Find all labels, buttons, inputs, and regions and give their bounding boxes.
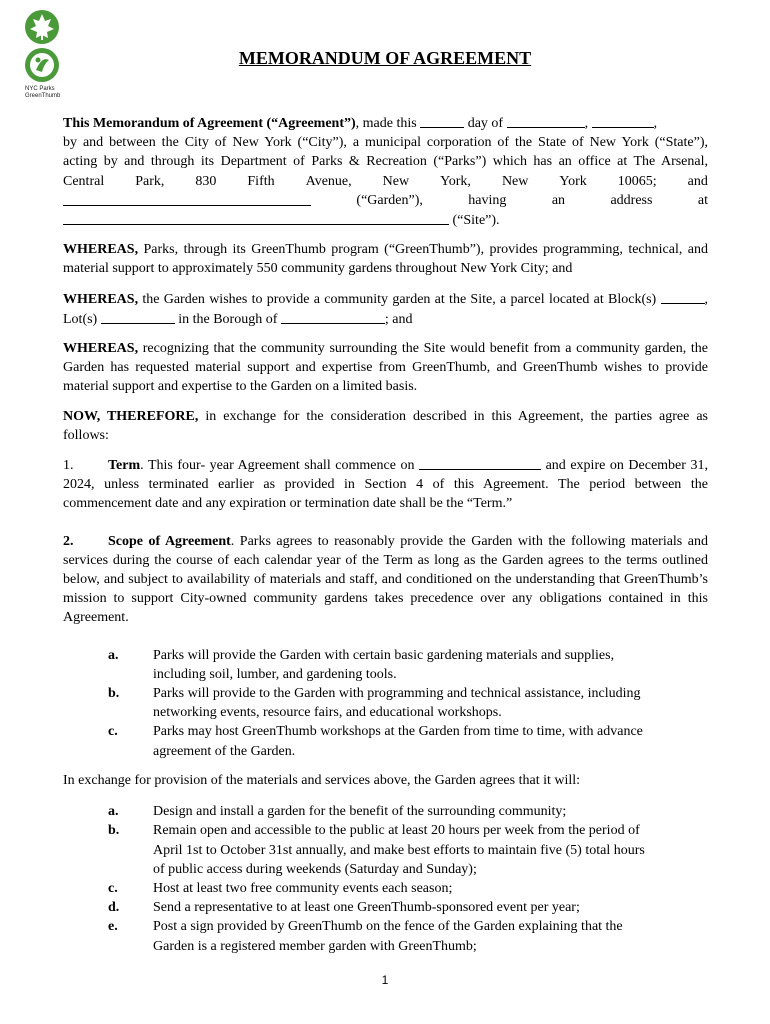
- intro-word: at: [697, 192, 708, 208]
- intro-text: (“Site”).: [449, 213, 500, 229]
- list-text: Post a sign provided by GreenThumb on the fence of the Garden explaining that the Garden is a registered member garden with GreenThumb;: [153, 919, 623, 954]
- now-therefore-text: in exchange for the consideration described in this Agreement, the parties agree as follows:: [63, 408, 708, 443]
- list-item: [63, 722, 708, 760]
- intro-word: Avenue,: [305, 173, 352, 189]
- intro-line-5: [63, 191, 708, 210]
- section-1-term: [63, 455, 708, 514]
- exchange-intro: In exchange for provision of the materials and services above, the Garden agrees that it will:: [63, 772, 581, 788]
- logo-text-greenthumb: GreenThumb: [25, 93, 61, 99]
- intro-word: (“Garden”),: [356, 192, 423, 208]
- leaf-logo-icon: [22, 8, 62, 86]
- intro-paragraph: [63, 113, 708, 230]
- intro-line-1: [63, 113, 708, 133]
- intro-word: and: [687, 173, 708, 189]
- parks-obligations-list: [63, 646, 708, 761]
- list-text: Parks may host GreenThumb workshops at the Garden from time to time, with advance agreement of the Garden.: [153, 724, 643, 759]
- whereas-text: Parks, through its GreenThumb program (“GreenThumb”), provides programming, technical, and material support to approximately 550 community gardens throughout New York City; and: [63, 242, 708, 277]
- intro-word: 10065;: [617, 173, 657, 189]
- intro-text: day of: [464, 116, 507, 131]
- logo-text-nyc-parks: NYC Parks: [25, 86, 55, 92]
- intro-bold-lead: This Memorandum of Agreement (“Agreement”): [63, 116, 356, 131]
- section-2-scope: [63, 532, 708, 628]
- year-blank: [592, 113, 654, 128]
- intro-text: , made this: [355, 116, 421, 131]
- whereas-paragraph-1: [63, 240, 708, 278]
- month-blank: [507, 113, 585, 128]
- list-label: a.: [108, 804, 119, 820]
- list-label: e.: [108, 919, 118, 935]
- list-text: Send a representative to at least one GreenThumb-sponsored event per year;: [153, 900, 580, 916]
- whereas-bold: WHEREAS,: [63, 291, 139, 307]
- intro-word: York,: [440, 173, 471, 189]
- intro-line-3: acting by and through its Department of Parks & Recreation (“Parks”) which has an office at The Arsenal,: [63, 154, 708, 170]
- list-label: b.: [108, 686, 120, 702]
- list-item: [63, 684, 708, 722]
- list-text: Parks will provide the Garden with certain basic gardening materials and supplies, including soil, lumber, and gardening tools.: [153, 647, 615, 682]
- intro-text: ,: [653, 116, 658, 131]
- intro-word: Central: [63, 173, 105, 189]
- whereas-text: , Lot(s): [63, 291, 708, 327]
- intro-word: Park,: [135, 173, 165, 189]
- whereas-text: in the Borough of: [174, 311, 281, 327]
- garden-obligations-list: [63, 802, 708, 956]
- intro-word: Fifth: [247, 173, 275, 189]
- whereas-paragraph-2: [63, 289, 708, 329]
- now-therefore-bold: NOW, THEREFORE,: [63, 408, 199, 424]
- whereas-text: the Garden wishes to provide a community garden at the Site, a parcel located at Block(s): [138, 291, 661, 307]
- intro-word: address: [610, 192, 653, 208]
- section-heading: Term: [108, 458, 141, 474]
- list-label: c.: [108, 724, 118, 740]
- list-text: Host at least two free community events each season;: [153, 880, 453, 896]
- block-blank: [661, 289, 705, 304]
- page-title: MEMORANDUM OF AGREEMENT: [238, 48, 532, 68]
- whereas-paragraph-3: [63, 339, 708, 397]
- site-address-blank: [63, 210, 449, 225]
- section-number: 2.: [63, 533, 74, 549]
- borough-blank: [281, 309, 385, 324]
- section-number: 1.: [63, 458, 74, 474]
- section-text: . This four- year Agreement shall commence on: [140, 458, 420, 474]
- intro-word: having: [468, 192, 507, 208]
- now-therefore-paragraph: [63, 407, 708, 445]
- section-text: and expire on December 31, 2024, unless terminated earlier as provided in Section 4 of this Agreement. The period between the commencement date and any expiration or termination date shall be the “Term.”: [63, 458, 708, 512]
- whereas-text: ; and: [384, 311, 413, 327]
- lot-blank: [101, 309, 175, 324]
- intro-line-6: [63, 210, 708, 230]
- intro-word: New: [501, 173, 529, 189]
- whereas-bold: WHEREAS,: [63, 341, 139, 357]
- intro-word: 830: [195, 173, 217, 189]
- list-text: Parks will provide to the Garden with programming and technical assistance, including networking events, resource fairs, and educational workshops.: [153, 686, 641, 721]
- page-number: 1: [381, 973, 389, 987]
- intro-word: York: [559, 173, 587, 189]
- list-item: [63, 898, 708, 917]
- whereas-bold: WHEREAS,: [63, 242, 139, 258]
- list-label: a.: [108, 647, 119, 663]
- commence-date-blank: [419, 455, 541, 470]
- list-item: [63, 802, 708, 821]
- document-body: [63, 113, 708, 966]
- intro-line-4: [63, 172, 708, 191]
- intro-word: New: [382, 173, 410, 189]
- list-item: [63, 646, 708, 684]
- intro-line-2: by and between the City of New York (“City”), a municipal corporation of the State of New York (“State”),: [63, 135, 708, 151]
- list-item: [63, 821, 708, 879]
- section-heading: Scope of Agreement: [108, 533, 231, 549]
- intro-text: ,: [584, 116, 592, 131]
- list-text: Design and install a garden for the benefit of the surrounding community;: [153, 804, 567, 820]
- list-item: [63, 917, 708, 955]
- list-item: [63, 879, 708, 898]
- list-text: Remain open and accessible to the public at least 20 hours per week from the period of April 1st to October 31st annually, and make best efforts to maintain five (5) total hours of public access during weekends (Saturday and Sunday);: [153, 823, 645, 877]
- whereas-text: recognizing that the community surrounding the Site would benefit from a community garden, the Garden has requested material support and expertise from GreenThumb, and GreenThumb wishes to provide material support and expertise to the Garden on a limited basis.: [63, 341, 708, 395]
- list-label: b.: [108, 823, 120, 839]
- section-text: . Parks agrees to reasonably provide the Garden with the following materials and services during the course of each calendar year of the Term as long as the Garden agrees to the terms outlined below, and subject to availability of materials and staff, and conditioned on the understanding that GreenThumb’s mission to support City-owned community gardens takes precedence over any obligations contained in this Agreement.: [63, 533, 708, 626]
- intro-word: an: [551, 192, 566, 208]
- garden-name-blank: [63, 191, 311, 206]
- list-label: d.: [108, 900, 120, 916]
- day-blank: [420, 113, 464, 128]
- list-label: c.: [108, 880, 118, 896]
